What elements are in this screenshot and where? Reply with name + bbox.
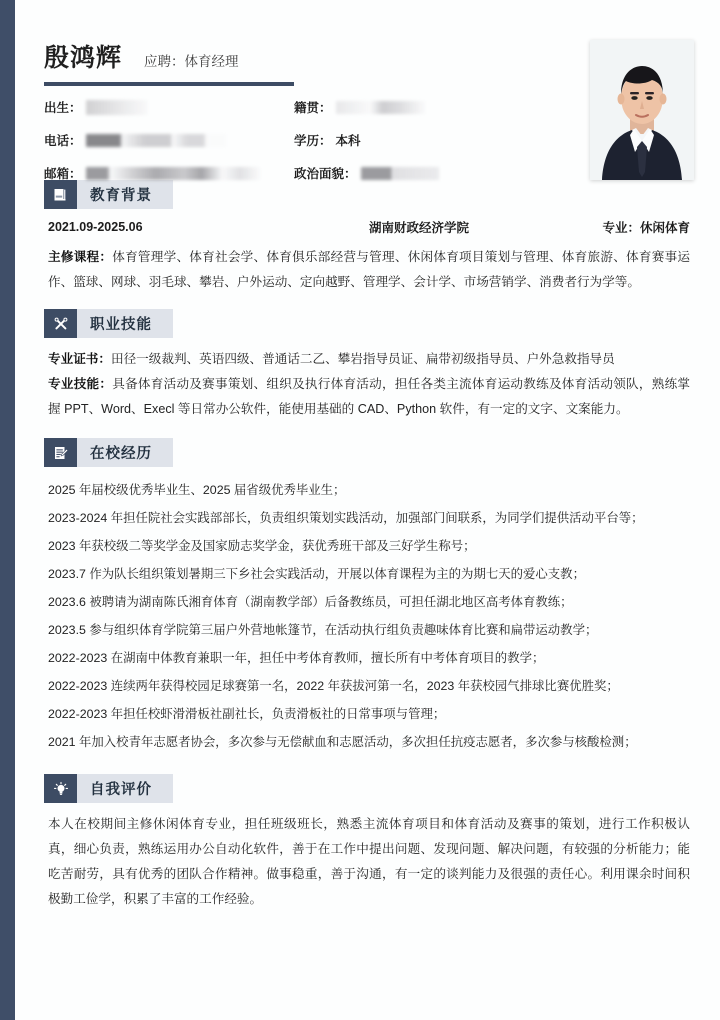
info-email (44, 164, 294, 182)
info-education-level-value: 本科 (335, 134, 361, 148)
info-native-place-label: 籍贯： (294, 101, 332, 115)
left-accent-bar (0, 0, 15, 1020)
info-education-level (294, 131, 514, 149)
skills-certificates-text: 田径一级裁判、英语四级、普通话二乙、攀岩指导员证、扁带初级指导员、户外急救指导员 (110, 352, 615, 366)
info-phone-label: 电话： (44, 134, 82, 148)
education-courses (48, 245, 690, 295)
section-experience-body (44, 476, 694, 756)
section-evaluation-title: 自我评价 (90, 782, 152, 798)
apply-position (144, 50, 239, 70)
skills-professional-label: 专业技能： (48, 377, 113, 391)
skills-professional-text: 具备体育活动及赛事策划、组织及执行体育活动，担任各类主流体育运动教练及体育活动领队，熟练掌握 PPT、Word、Execl 等日常办公软件，能使用基础的 CAD、Python 软件，有一定的文字、文案能力。 (48, 377, 691, 416)
section-evaluation-header (44, 774, 694, 803)
section-experience (44, 438, 694, 756)
info-email-redacted (86, 167, 261, 180)
candidate-name: 殷鸿辉 (44, 44, 123, 72)
section-education-title: 教育背景 (90, 188, 152, 204)
section-skills-title: 职业技能 (90, 317, 152, 333)
education-school: 湖南财政经济学院 (368, 221, 469, 235)
experience-item: 2021 年加入校青年志愿者协会，多次参与无偿献血和志愿活动，多次担任抗疫志愿者，多次参与核酸检测； (48, 735, 637, 749)
resume-header (44, 0, 694, 181)
contact-info-grid (44, 98, 514, 182)
education-courses-text: 体育管理学、体育社会学、体育俱乐部经营与管理、休闲体育项目策划与管理、体育旅游、体育赛事运作、篮球、网球、羽毛球、攀岩、户外运动、定向越野、管理学、会计学、市场营销学、消费者行为学等。 (48, 250, 691, 289)
experience-item: 2022-2023 在湖南中体教育兼职一年，担任中考体育教师，擅长所有中考体育项目的教学； (48, 651, 545, 665)
section-experience-title: 在校经历 (90, 446, 152, 462)
section-experience-title-band (77, 438, 173, 467)
apply-label: 应聘： (144, 54, 185, 69)
section-education-title-band (77, 180, 173, 209)
experience-item: 2022-2023 连续两年获得校园足球赛第一名，2022 年获拔河第一名，2023 年获校园气排球比赛优胜奖； (48, 679, 619, 693)
info-phone (44, 131, 294, 149)
book-icon (44, 180, 77, 209)
experience-item: 2023.6 被聘请为湖南陈氏湘育体育（湖南教学部）后备教练员，可担任湖北地区高考体育教练； (48, 595, 573, 609)
education-row (48, 218, 690, 236)
skills-professional (48, 372, 690, 422)
tools-icon (44, 309, 77, 338)
experience-item: 2022-2023 年担任校虾滑滑板社副社长，负责滑板社的日常事项与管理； (48, 707, 446, 721)
info-political-status-redacted (361, 167, 439, 180)
evaluation-text: 本人在校期间主修休闲体育专业，担任班级班长，熟悉主流体育项目和体育活动及赛事的策划，进行工作积极认真，细心负责，熟练运用办公自动化软件，善于在工作中提出问题、发现问题、解决问题，有较强的分析能力；能吃苦耐劳，具有优秀的团队合作精神。做事稳重，善于沟通，有一定的谈判能力及很强的责任心。利用课余时间积极勤工俭学，积累了丰富的工作经验。 (48, 817, 690, 906)
info-native-place (294, 98, 514, 116)
section-evaluation (44, 774, 694, 912)
lightbulb-icon (44, 774, 77, 803)
skills-certificates-label: 专业证书： (48, 352, 111, 366)
section-education-header (44, 180, 694, 209)
info-political-status-label: 政治面貌： (294, 167, 357, 181)
info-birth (44, 98, 294, 116)
experience-item: 2023 年获校级二等奖学金及国家励志奖学金，获优秀班干部及三好学生称号； (48, 539, 476, 553)
info-birth-redacted (86, 100, 148, 115)
info-education-level-label: 学历： (294, 134, 332, 148)
section-education-body (44, 218, 694, 295)
section-evaluation-body (44, 812, 694, 912)
education-major: 专业：休闲体育 (602, 221, 690, 235)
experience-item: 2023.7 作为队长组织策划暑期三下乡社会实践活动，开展以体育课程为主的为期七天的爱心支教； (48, 567, 585, 581)
section-experience-header (44, 438, 694, 467)
info-phone-redacted (86, 134, 226, 147)
section-skills-body (44, 347, 694, 422)
info-birth-label: 出生： (44, 101, 82, 115)
info-email-label: 邮箱： (44, 167, 82, 181)
section-evaluation-title-band (77, 774, 173, 803)
info-political-status (294, 164, 514, 182)
edit-document-icon (44, 438, 77, 467)
experience-item: 2023.5 参与组织体育学院第三届户外营地帐篷节，在活动执行组负责趣味体育比赛和扁带运动教学； (48, 623, 598, 637)
resume-content (15, 0, 720, 1020)
skills-certificates (48, 347, 690, 372)
info-native-place-redacted (336, 101, 426, 114)
section-skills-title-band (77, 309, 173, 338)
section-education (44, 180, 694, 295)
experience-item: 2023-2024 年担任院社会实践部部长，负责组织策划实践活动，加强部门间联系，为同学们提供活动平台等； (48, 511, 644, 525)
portrait-photo (590, 40, 694, 180)
education-date-range: 2021.09-2025.06 (48, 220, 143, 234)
section-skills (44, 309, 694, 422)
section-skills-header (44, 309, 694, 338)
apply-value: 体育经理 (184, 54, 239, 69)
education-courses-label: 主修课程： (48, 250, 113, 264)
experience-item: 2025 年届校级优秀毕业生、2025 届省级优秀毕业生； (48, 483, 346, 497)
header-divider (44, 82, 294, 86)
